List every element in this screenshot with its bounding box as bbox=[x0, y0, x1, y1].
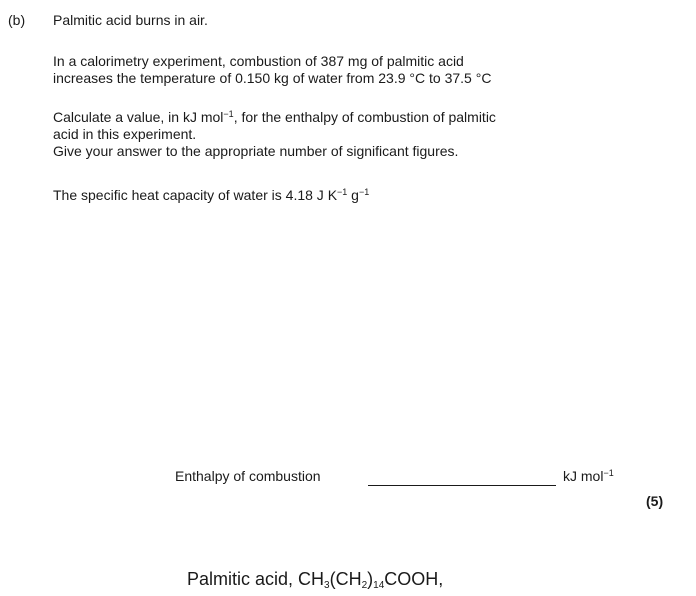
experiment-text bbox=[53, 53, 491, 87]
question-intro: Palmitic acid burns in air. bbox=[53, 12, 208, 28]
instruction-line-3: Give your answer to the appropriate number of significant figures. bbox=[53, 143, 459, 159]
answer-line[interactable] bbox=[368, 485, 556, 486]
instruction-text bbox=[53, 109, 496, 160]
answer-label: Enthalpy of combustion bbox=[175, 468, 321, 484]
answer-units: kJ mol$^{-1}$ bbox=[563, 468, 614, 484]
instruction-line-1: Calculate a value, in kJ mol$^{-1}$, for the enthalpy of combustion of palmitic bbox=[53, 109, 496, 125]
specific-heat-capacity-text: The specific heat capacity of water is 4.18 J $K^{-1}$ $g^{-1}$ bbox=[53, 187, 370, 203]
experiment-line-1: In a calorimetry experiment, combustion of 387 mg of palmitic acid bbox=[53, 53, 464, 69]
question-part-label: (b) bbox=[8, 12, 26, 28]
palmitic-acid-formula: Palmitic acid, $CH_3(CH_2)_{14}COOH$, bbox=[187, 569, 444, 591]
instruction-line-2: acid in this experiment. bbox=[53, 126, 197, 142]
experiment-line-2: increases the temperature of 0.150 kg of water from 23.9 °C to 37.5 °C bbox=[53, 70, 492, 86]
marks-label: (5) bbox=[646, 493, 664, 509]
